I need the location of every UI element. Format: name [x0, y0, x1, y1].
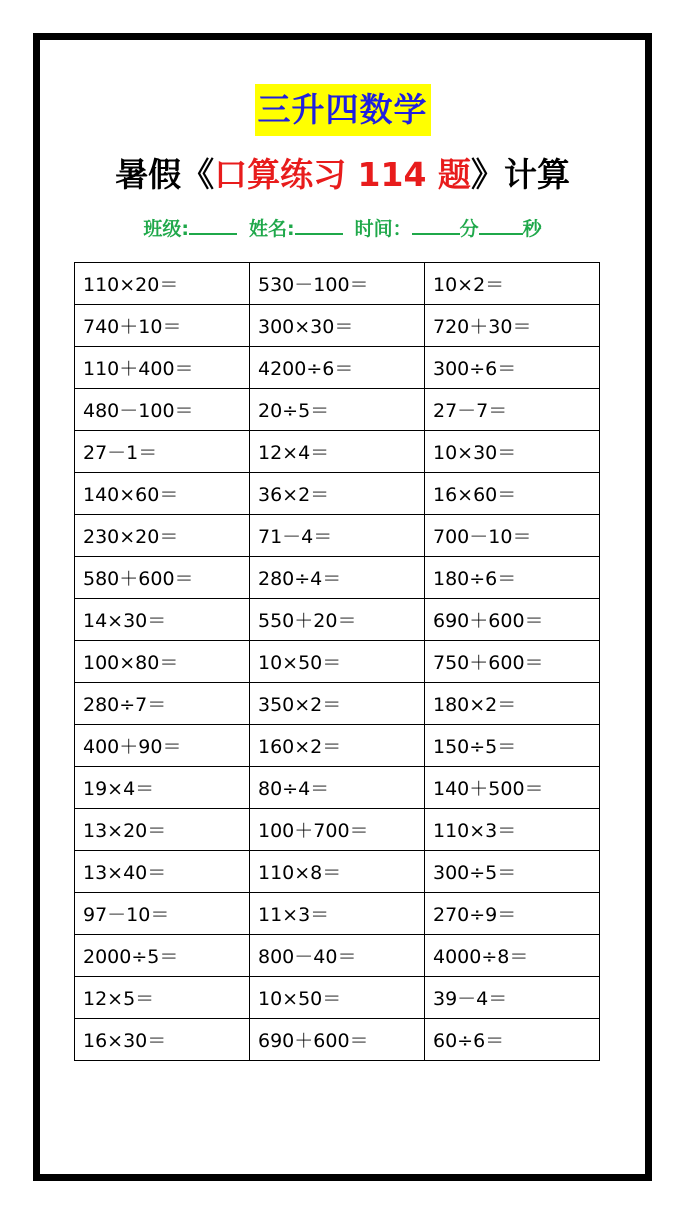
worksheet-frame: [33, 33, 652, 1181]
time-minute-blank[interactable]: [412, 213, 460, 235]
table-row: [75, 641, 600, 683]
problem-cell: 140×60＝: [75, 473, 250, 515]
class-blank[interactable]: [189, 213, 237, 235]
problem-cell: 12×5＝: [75, 977, 250, 1019]
table-row: [75, 347, 600, 389]
problem-cell: 13×20＝: [75, 809, 250, 851]
problem-cell: 4200÷6＝: [250, 347, 425, 389]
problem-cell: 580＋600＝: [75, 557, 250, 599]
problem-cell: 300×30＝: [250, 305, 425, 347]
problem-cell: 20÷5＝: [250, 389, 425, 431]
problem-cell: 4000÷8＝: [425, 935, 600, 977]
problem-cell: 36×2＝: [250, 473, 425, 515]
problem-cell: 480－100＝: [75, 389, 250, 431]
problem-cell: 270÷9＝: [425, 893, 600, 935]
problem-cell: 110×20＝: [75, 263, 250, 305]
problem-cell: 12×4＝: [250, 431, 425, 473]
problem-cell: 530－100＝: [250, 263, 425, 305]
subtitle-suffix: 》计算: [470, 155, 570, 194]
problem-cell: 700－10＝: [425, 515, 600, 557]
table-row: [75, 767, 600, 809]
problem-cell: 300÷6＝: [425, 347, 600, 389]
worksheet-title: 三升四数学: [255, 84, 431, 136]
problem-cell: 10×2＝: [425, 263, 600, 305]
table-row: [75, 851, 600, 893]
problem-cell: 140＋500＝: [425, 767, 600, 809]
table-row: [75, 893, 600, 935]
table-row: [75, 515, 600, 557]
table-row: [75, 725, 600, 767]
problem-cell: 230×20＝: [75, 515, 250, 557]
problem-cell: 110×8＝: [250, 851, 425, 893]
problem-cell: 350×2＝: [250, 683, 425, 725]
name-blank[interactable]: [295, 213, 343, 235]
table-row: [75, 557, 600, 599]
table-row: [75, 977, 600, 1019]
subtitle-prefix: 暑假《: [115, 155, 215, 194]
problem-cell: 150÷5＝: [425, 725, 600, 767]
table-row: [75, 473, 600, 515]
problem-cell: 720＋30＝: [425, 305, 600, 347]
table-row: [75, 683, 600, 725]
problem-cell: 11×3＝: [250, 893, 425, 935]
problem-cell: 100×80＝: [75, 641, 250, 683]
problem-cell: 19×4＝: [75, 767, 250, 809]
table-row: [75, 389, 600, 431]
problem-cell: 550＋20＝: [250, 599, 425, 641]
problem-cell: 10×30＝: [425, 431, 600, 473]
worksheet-subtitle: [40, 151, 645, 199]
table-row: [75, 935, 600, 977]
problem-cell: 27－7＝: [425, 389, 600, 431]
student-info-line: [40, 213, 645, 244]
table-row: [75, 599, 600, 641]
problem-table: [74, 262, 600, 1061]
problem-cell: 14×30＝: [75, 599, 250, 641]
time-label: 时间：: [354, 218, 412, 240]
problem-cell: 97－10＝: [75, 893, 250, 935]
problem-cell: 80÷4＝: [250, 767, 425, 809]
class-label: 班级:: [143, 218, 189, 240]
time-second-blank[interactable]: [479, 213, 523, 235]
problem-cell: 400＋90＝: [75, 725, 250, 767]
problem-cell: 60÷6＝: [425, 1019, 600, 1061]
problem-cell: 39－4＝: [425, 977, 600, 1019]
table-row: [75, 1019, 600, 1061]
problem-cell: 13×40＝: [75, 851, 250, 893]
problem-cell: 690＋600＝: [250, 1019, 425, 1061]
problem-cell: 16×30＝: [75, 1019, 250, 1061]
problem-cell: 2000÷5＝: [75, 935, 250, 977]
problem-cell: 10×50＝: [250, 641, 425, 683]
table-row: [75, 809, 600, 851]
problem-cell: 750＋600＝: [425, 641, 600, 683]
problem-cell: 110×3＝: [425, 809, 600, 851]
problem-cell: 16×60＝: [425, 473, 600, 515]
subtitle-highlight: 口算练习 114 题: [214, 155, 471, 194]
problem-cell: 300÷5＝: [425, 851, 600, 893]
problem-cell: 27－1＝: [75, 431, 250, 473]
second-label: 秒: [522, 218, 542, 240]
problem-cell: 160×2＝: [250, 725, 425, 767]
problem-cell: 180×2＝: [425, 683, 600, 725]
table-row: [75, 431, 600, 473]
title-wrap: [40, 84, 645, 136]
minute-label: 分: [459, 218, 479, 240]
problem-cell: 180÷6＝: [425, 557, 600, 599]
problem-cell: 100＋700＝: [250, 809, 425, 851]
problem-cell: 71－4＝: [250, 515, 425, 557]
name-label: 姓名:: [248, 218, 295, 240]
problem-cell: 740＋10＝: [75, 305, 250, 347]
problem-cell: 280÷4＝: [250, 557, 425, 599]
problem-cell: 10×50＝: [250, 977, 425, 1019]
table-row: [75, 263, 600, 305]
table-row: [75, 305, 600, 347]
problem-cell: 690＋600＝: [425, 599, 600, 641]
problem-cell: 110＋400＝: [75, 347, 250, 389]
problem-cell: 800－40＝: [250, 935, 425, 977]
problem-table-body: [75, 263, 600, 1061]
problem-cell: 280÷7＝: [75, 683, 250, 725]
